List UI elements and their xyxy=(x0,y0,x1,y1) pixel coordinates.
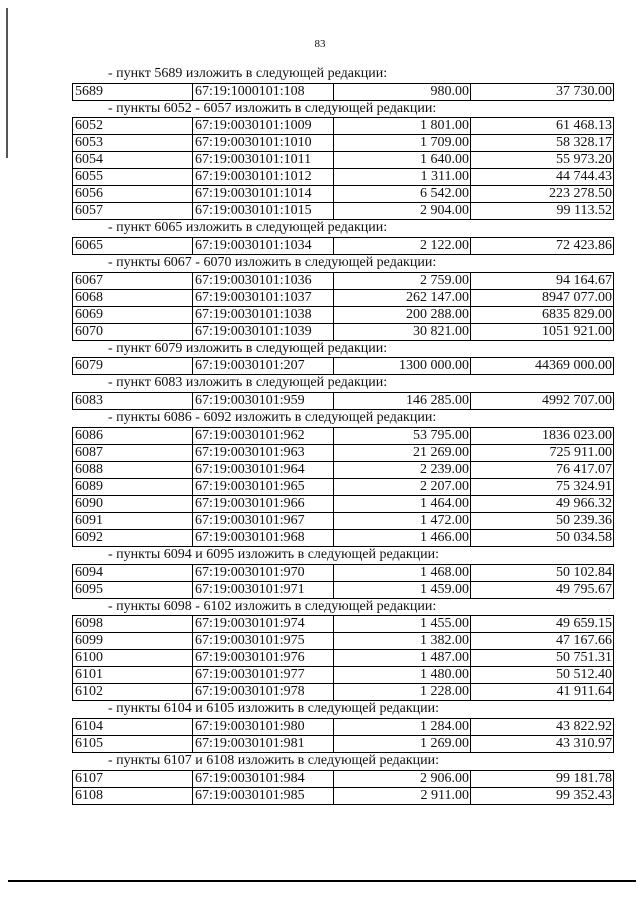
value-cell: 44369 000.00 xyxy=(471,358,614,375)
value-cell: 50 512.40 xyxy=(471,667,614,684)
table-row xyxy=(73,289,614,306)
section-heading: - пункты 6098 - 6102 изложить в следующей редакции: xyxy=(108,598,437,614)
value-cell: 72 423.86 xyxy=(471,238,614,255)
table-row xyxy=(73,169,614,186)
value-cell: 6835 829.00 xyxy=(471,306,614,323)
page-number: 83 xyxy=(314,38,326,50)
item-number-cell: 6104 xyxy=(73,718,193,735)
item-number-cell: 6053 xyxy=(73,135,193,152)
parcel-table xyxy=(72,615,614,701)
cadastral-number-cell: 67:19:0030101:977 xyxy=(193,667,334,684)
cadastral-number-cell: 67:19:0030101:1034 xyxy=(193,238,334,255)
table-row xyxy=(73,581,614,598)
table-row xyxy=(73,512,614,529)
table-row xyxy=(73,684,614,701)
value-cell: 1051 921.00 xyxy=(471,323,614,340)
parcel-table xyxy=(72,272,614,341)
cadastral-number-cell: 67:19:0030101:962 xyxy=(193,427,334,444)
value-cell: 50 102.84 xyxy=(471,564,614,581)
area-cell: 1 472.00 xyxy=(334,512,471,529)
table-row xyxy=(73,203,614,220)
area-cell: 2 759.00 xyxy=(334,272,471,289)
cadastral-number-cell: 67:19:0030101:1014 xyxy=(193,186,334,203)
item-number-cell: 6105 xyxy=(73,735,193,752)
table-row xyxy=(73,444,614,461)
value-cell: 1836 023.00 xyxy=(471,427,614,444)
value-cell: 725 911.00 xyxy=(471,444,614,461)
value-cell: 76 417.07 xyxy=(471,461,614,478)
cadastral-number-cell: 67:19:0030101:974 xyxy=(193,616,334,633)
area-cell: 1 284.00 xyxy=(334,718,471,735)
value-cell: 43 822.92 xyxy=(471,718,614,735)
value-cell: 49 795.67 xyxy=(471,581,614,598)
area-cell: 2 904.00 xyxy=(334,203,471,220)
area-cell: 2 207.00 xyxy=(334,478,471,495)
value-cell: 99 181.78 xyxy=(471,770,614,787)
table-row xyxy=(73,186,614,203)
table-row xyxy=(73,393,614,410)
table-row xyxy=(73,83,614,100)
cadastral-number-cell: 67:19:0030101:971 xyxy=(193,581,334,598)
cadastral-number-cell: 67:19:0030101:1010 xyxy=(193,135,334,152)
item-number-cell: 6108 xyxy=(73,787,193,804)
table-row xyxy=(73,323,614,340)
margin-rule xyxy=(6,8,8,158)
table-row xyxy=(73,667,614,684)
table-row xyxy=(73,135,614,152)
value-cell: 50 239.36 xyxy=(471,512,614,529)
table-row xyxy=(73,718,614,735)
parcel-table xyxy=(72,564,614,599)
cadastral-number-cell: 67:19:0030101:966 xyxy=(193,495,334,512)
section-heading: - пункты 6104 и 6105 изложить в следующей редакции: xyxy=(108,701,440,717)
section-heading: - пункты 6107 и 6108 изложить в следующей редакции: xyxy=(108,752,440,768)
item-number-cell: 6090 xyxy=(73,495,193,512)
area-cell: 1 459.00 xyxy=(334,581,471,598)
value-cell: 50 751.31 xyxy=(471,650,614,667)
table-row xyxy=(73,427,614,444)
area-cell: 1 640.00 xyxy=(334,152,471,169)
area-cell: 1 311.00 xyxy=(334,169,471,186)
item-number-cell: 6057 xyxy=(73,203,193,220)
cadastral-number-cell: 67:19:0030101:1015 xyxy=(193,203,334,220)
area-cell: 1 228.00 xyxy=(334,684,471,701)
area-cell: 1 269.00 xyxy=(334,735,471,752)
item-number-cell: 6055 xyxy=(73,169,193,186)
table-row xyxy=(73,461,614,478)
section-heading: - пункт 5689 изложить в следующей редакции: xyxy=(108,66,388,81)
parcel-table xyxy=(72,770,614,805)
value-cell: 44 744.43 xyxy=(471,169,614,186)
area-cell: 1 801.00 xyxy=(334,118,471,135)
item-number-cell: 6065 xyxy=(73,238,193,255)
value-cell: 55 973.20 xyxy=(471,152,614,169)
value-cell: 61 468.13 xyxy=(471,118,614,135)
value-cell: 50 034.58 xyxy=(471,529,614,546)
parcel-table xyxy=(72,718,614,753)
cadastral-number-cell: 67:19:0030101:968 xyxy=(193,529,334,546)
area-cell: 6 542.00 xyxy=(334,186,471,203)
area-cell: 1 464.00 xyxy=(334,495,471,512)
value-cell: 41 911.64 xyxy=(471,684,614,701)
cadastral-number-cell: 67:19:0030101:975 xyxy=(193,633,334,650)
area-cell: 1300 000.00 xyxy=(334,358,471,375)
value-cell: 75 324.91 xyxy=(471,478,614,495)
item-number-cell: 6091 xyxy=(73,512,193,529)
section-heading: - пункт 6065 изложить в следующей редакции: xyxy=(108,220,388,236)
area-cell: 30 821.00 xyxy=(334,323,471,340)
section-heading: - пункты 6067 - 6070 изложить в следующей редакции: xyxy=(108,255,437,271)
value-cell: 58 328.17 xyxy=(471,135,614,152)
cadastral-number-cell: 67:19:1000101:108 xyxy=(193,83,334,100)
item-number-cell: 6092 xyxy=(73,529,193,546)
cadastral-number-cell: 67:19:0030101:1012 xyxy=(193,169,334,186)
table-row xyxy=(73,529,614,546)
area-cell: 262 147.00 xyxy=(334,289,471,306)
cadastral-number-cell: 67:19:0030101:967 xyxy=(193,512,334,529)
table-row xyxy=(73,152,614,169)
area-cell: 146 285.00 xyxy=(334,393,471,410)
section-heading: - пункты 6094 и 6095 изложить в следующей редакции: xyxy=(108,546,440,562)
parcel-table xyxy=(72,117,614,220)
section-heading: - пункт 6083 изложить в следующей редакции: xyxy=(108,375,388,391)
table-row xyxy=(73,564,614,581)
value-cell: 8947 077.00 xyxy=(471,289,614,306)
cadastral-number-cell: 67:19:0030101:959 xyxy=(193,393,334,410)
cadastral-number-cell: 67:19:0030101:984 xyxy=(193,770,334,787)
area-cell: 980.00 xyxy=(334,83,471,100)
value-cell: 43 310.97 xyxy=(471,735,614,752)
parcel-table xyxy=(72,357,614,375)
value-cell: 94 164.67 xyxy=(471,272,614,289)
value-cell: 49 659.15 xyxy=(471,616,614,633)
area-cell: 1 709.00 xyxy=(334,135,471,152)
table-row xyxy=(73,770,614,787)
item-number-cell: 6098 xyxy=(73,616,193,633)
table-row xyxy=(73,358,614,375)
area-cell: 2 911.00 xyxy=(334,787,471,804)
table-row xyxy=(73,238,614,255)
cadastral-number-cell: 67:19:0030101:980 xyxy=(193,718,334,735)
cadastral-number-cell: 67:19:0030101:978 xyxy=(193,684,334,701)
cadastral-number-cell: 67:19:0030101:1037 xyxy=(193,289,334,306)
cadastral-number-cell: 67:19:0030101:207 xyxy=(193,358,334,375)
item-number-cell: 5689 xyxy=(73,83,193,100)
area-cell: 1 468.00 xyxy=(334,564,471,581)
parcel-table xyxy=(72,427,614,547)
table-row xyxy=(73,272,614,289)
parcel-table xyxy=(72,237,614,255)
cadastral-number-cell: 67:19:0030101:965 xyxy=(193,478,334,495)
item-number-cell: 6088 xyxy=(73,461,193,478)
cadastral-number-cell: 67:19:0030101:1009 xyxy=(193,118,334,135)
item-number-cell: 6083 xyxy=(73,393,193,410)
cadastral-number-cell: 67:19:0030101:964 xyxy=(193,461,334,478)
table-row xyxy=(73,616,614,633)
area-cell: 53 795.00 xyxy=(334,427,471,444)
table-row xyxy=(73,735,614,752)
cadastral-number-cell: 67:19:0030101:976 xyxy=(193,650,334,667)
table-row xyxy=(73,495,614,512)
value-cell: 223 278.50 xyxy=(471,186,614,203)
item-number-cell: 6087 xyxy=(73,444,193,461)
value-cell: 49 966.32 xyxy=(471,495,614,512)
section-heading: - пункты 6086 - 6092 изложить в следующей редакции: xyxy=(108,410,437,426)
item-number-cell: 6100 xyxy=(73,650,193,667)
cadastral-number-cell: 67:19:0030101:1039 xyxy=(193,323,334,340)
table-row xyxy=(73,118,614,135)
item-number-cell: 6069 xyxy=(73,306,193,323)
area-cell: 1 466.00 xyxy=(334,529,471,546)
cadastral-number-cell: 67:19:0030101:1011 xyxy=(193,152,334,169)
item-number-cell: 6095 xyxy=(73,581,193,598)
area-cell: 2 906.00 xyxy=(334,770,471,787)
section-heading: - пункты 6052 - 6057 изложить в следующей редакции: xyxy=(108,100,437,116)
value-cell: 99 352.43 xyxy=(471,787,614,804)
table-row xyxy=(73,478,614,495)
item-number-cell: 6067 xyxy=(73,272,193,289)
cadastral-number-cell: 67:19:0030101:970 xyxy=(193,564,334,581)
item-number-cell: 6070 xyxy=(73,323,193,340)
item-number-cell: 6054 xyxy=(73,152,193,169)
area-cell: 21 269.00 xyxy=(334,444,471,461)
item-number-cell: 6052 xyxy=(73,118,193,135)
area-cell: 2 122.00 xyxy=(334,238,471,255)
item-number-cell: 6099 xyxy=(73,633,193,650)
value-cell: 47 167.66 xyxy=(471,633,614,650)
area-cell: 200 288.00 xyxy=(334,306,471,323)
cadastral-number-cell: 67:19:0030101:985 xyxy=(193,787,334,804)
area-cell: 1 455.00 xyxy=(334,616,471,633)
table-row xyxy=(73,306,614,323)
cadastral-number-cell: 67:19:0030101:1036 xyxy=(193,272,334,289)
parcel-table xyxy=(72,392,614,410)
parcel-table xyxy=(72,83,614,101)
item-number-cell: 6102 xyxy=(73,684,193,701)
area-cell: 1 487.00 xyxy=(334,650,471,667)
document-body xyxy=(72,66,613,805)
item-number-cell: 6094 xyxy=(73,564,193,581)
table-row xyxy=(73,650,614,667)
item-number-cell: 6079 xyxy=(73,358,193,375)
item-number-cell: 6068 xyxy=(73,289,193,306)
section-heading: - пункт 6079 изложить в следующей редакции: xyxy=(108,340,388,356)
area-cell: 2 239.00 xyxy=(334,461,471,478)
item-number-cell: 6089 xyxy=(73,478,193,495)
footer-rule xyxy=(8,880,636,882)
cadastral-number-cell: 67:19:0030101:963 xyxy=(193,444,334,461)
value-cell: 4992 707.00 xyxy=(471,393,614,410)
area-cell: 1 382.00 xyxy=(334,633,471,650)
cadastral-number-cell: 67:19:0030101:1038 xyxy=(193,306,334,323)
cadastral-number-cell: 67:19:0030101:981 xyxy=(193,735,334,752)
item-number-cell: 6056 xyxy=(73,186,193,203)
item-number-cell: 6101 xyxy=(73,667,193,684)
item-number-cell: 6107 xyxy=(73,770,193,787)
table-row xyxy=(73,633,614,650)
table-row xyxy=(73,787,614,804)
value-cell: 99 113.52 xyxy=(471,203,614,220)
area-cell: 1 480.00 xyxy=(334,667,471,684)
value-cell: 37 730.00 xyxy=(471,83,614,100)
item-number-cell: 6086 xyxy=(73,427,193,444)
